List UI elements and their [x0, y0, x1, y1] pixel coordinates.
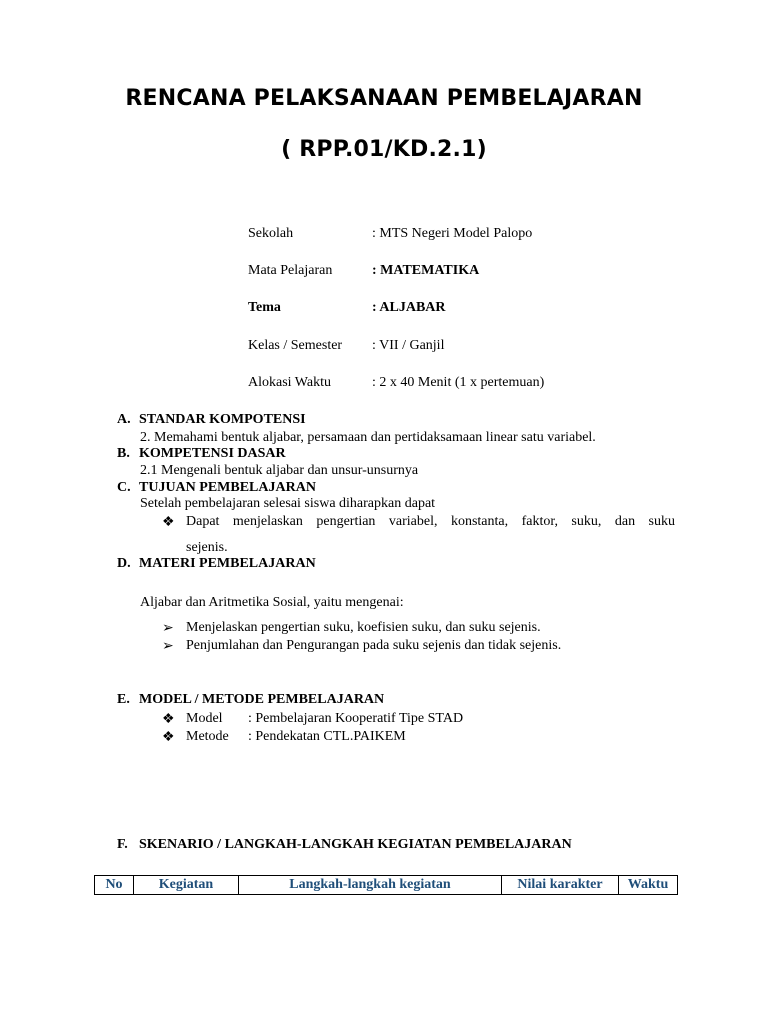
header-langkah: Langkah-langkah kegiatan: [239, 876, 502, 895]
diamond-bullet-icon: ❖: [162, 730, 175, 745]
header-nilai-karakter: Nilai karakter: [502, 876, 619, 895]
diamond-bullet-icon: ❖: [162, 515, 175, 530]
section-b-text: 2.1 Mengenali bentuk aljabar dan unsur-unsurnya: [140, 463, 419, 478]
section-c-text: Setelah pembelajaran selesai siswa diharapkan dapat: [140, 496, 436, 511]
info-label: Alokasi Waktu: [248, 375, 331, 390]
section-d-bullet-1-text: Menjelaskan pengertian suku, koefisien suku, dan suku sejenis.: [186, 620, 541, 635]
info-value: : MATEMATIKA: [372, 263, 480, 278]
info-label: Mata Pelajaran: [248, 263, 333, 278]
section-letter: C.: [117, 480, 131, 495]
info-label: Kelas / Semester: [248, 338, 343, 353]
model-label: Model: [186, 711, 223, 726]
section-c-bullet-continuation: sejenis.: [186, 540, 228, 555]
header-waktu: Waktu: [619, 876, 678, 895]
section-b-heading: [117, 446, 286, 462]
section-a-heading: [117, 412, 306, 428]
section-title: TUJUAN PEMBELAJARAN: [139, 480, 316, 495]
model-value: : Pembelajaran Kooperatif Tipe STAD: [248, 711, 464, 726]
section-title: SKENARIO / LANGKAH-LANGKAH KEGIATAN PEMBELAJARAN: [139, 837, 572, 852]
metode-row: [162, 729, 406, 746]
section-f-heading: [117, 837, 572, 853]
header-kegiatan: Kegiatan: [134, 876, 239, 895]
info-value: : ALJABAR: [372, 300, 446, 315]
section-title: MODEL / METODE PEMBELAJARAN: [139, 692, 385, 707]
arrow-bullet-icon: ➢: [162, 639, 174, 654]
info-value: : MTS Negeri Model Palopo: [372, 226, 533, 241]
table-header-row: [95, 876, 678, 895]
section-c-heading: [117, 480, 316, 496]
section-d-heading: [117, 556, 316, 572]
section-letter: F.: [117, 837, 128, 852]
section-title: STANDAR KOMPOTENSI: [139, 412, 306, 427]
section-e-heading: [117, 692, 384, 708]
section-d-bullet-2-text: Penjumlahan dan Pengurangan pada suku sejenis dan tidak sejenis.: [186, 638, 562, 653]
section-letter: D.: [117, 556, 131, 571]
section-d-text: Aljabar dan Aritmetika Sosial, yaitu mengenai:: [140, 595, 404, 610]
document-code: ( RPP.01/KD.2.1): [281, 137, 487, 162]
model-row: [162, 711, 464, 728]
info-label: Sekolah: [248, 226, 294, 241]
skenario-table: [94, 875, 678, 895]
section-letter: E.: [117, 692, 130, 707]
info-value: : VII / Ganjil: [372, 338, 445, 353]
section-c-bullet-text: Dapat menjelaskan pengertian variabel, konstanta, faktor, suku, dan suku: [186, 514, 675, 529]
info-label: Tema: [248, 300, 281, 315]
metode-value: : Pendekatan CTL.PAIKEM: [248, 729, 406, 744]
section-letter: A.: [117, 412, 131, 427]
section-title: KOMPETENSI DASAR: [139, 446, 286, 461]
section-title: MATERI PEMBELAJARAN: [139, 556, 316, 571]
metode-label: Metode: [186, 729, 229, 744]
arrow-bullet-icon: ➢: [162, 621, 174, 636]
document-title: RENCANA PELAKSANAAN PEMBELAJARAN: [125, 86, 643, 111]
section-a-text: 2. Memahami bentuk aljabar, persamaan dan pertidaksamaan linear satu variabel.: [140, 430, 596, 445]
diamond-bullet-icon: ❖: [162, 712, 175, 727]
section-letter: B.: [117, 446, 130, 461]
header-no: No: [95, 876, 134, 895]
info-value: : 2 x 40 Menit (1 x pertemuan): [372, 375, 545, 390]
